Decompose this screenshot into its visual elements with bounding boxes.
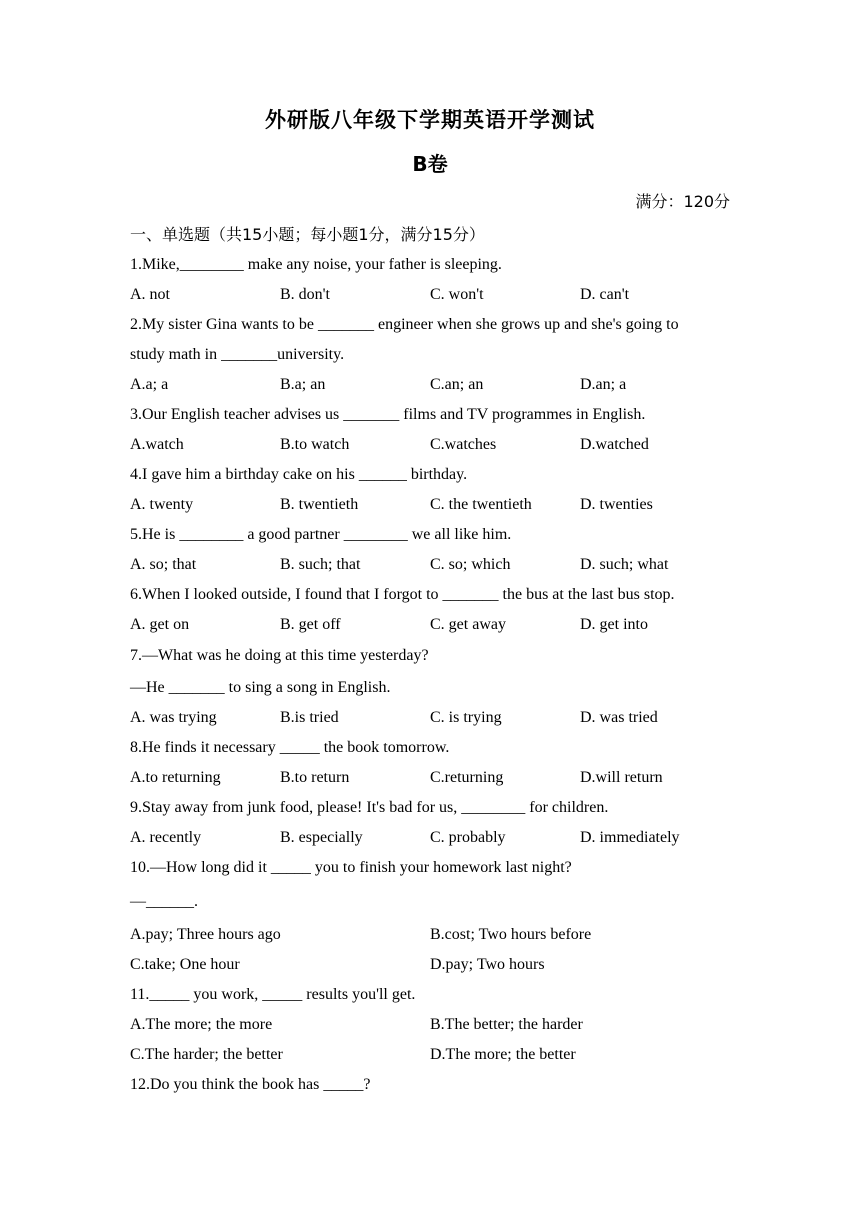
option-d: D. was tried bbox=[580, 709, 658, 726]
option-a: A. recently bbox=[130, 829, 202, 846]
question-5-stem: 5.He is ________ a good partner ________ we all like him. bbox=[130, 526, 512, 543]
option-b: B.The better; the harder bbox=[430, 1016, 583, 1033]
question-2-stem-cont: study math in _______university. bbox=[130, 346, 345, 363]
option-d: D. can't bbox=[580, 286, 630, 303]
page-title: 外研版八年级下学期英语开学测试 bbox=[265, 108, 595, 132]
option-a: A. twenty bbox=[130, 496, 194, 513]
option-c: C. get away bbox=[430, 616, 506, 633]
option-d: D. such; what bbox=[580, 556, 669, 573]
full-score: 满分：120分 bbox=[635, 192, 730, 211]
option-a: A.watch bbox=[130, 436, 184, 453]
option-b: B.is tried bbox=[280, 709, 339, 726]
option-b: B. twentieth bbox=[280, 496, 359, 513]
option-b: B. especially bbox=[280, 829, 363, 846]
question-11-options-row2 bbox=[130, 1046, 750, 1068]
option-c: C.The harder; the better bbox=[130, 1046, 283, 1063]
option-c: C. is trying bbox=[430, 709, 502, 726]
option-c: C.returning bbox=[430, 769, 504, 786]
option-c: C.watches bbox=[430, 436, 497, 453]
question-3-options bbox=[130, 436, 750, 458]
option-b: B. such; that bbox=[280, 556, 361, 573]
question-7-stem: 7.—What was he doing at this time yesterday? bbox=[130, 647, 429, 664]
option-d: D.watched bbox=[580, 436, 649, 453]
question-8-options bbox=[130, 769, 750, 791]
question-11-stem: 11._____ you work, _____ results you'll get. bbox=[130, 986, 416, 1003]
option-d: D.an; a bbox=[580, 376, 627, 393]
question-6-stem: 6.When I looked outside, I found that I forgot to _______ the bus at the last bus stop. bbox=[130, 586, 675, 603]
option-b: B.a; an bbox=[280, 376, 326, 393]
option-d: D. twenties bbox=[580, 496, 653, 513]
question-6-options bbox=[130, 616, 750, 638]
option-c: C. so; which bbox=[430, 556, 511, 573]
question-9-options bbox=[130, 829, 750, 851]
question-4-stem: 4.I gave him a birthday cake on his ______ birthday. bbox=[130, 466, 468, 483]
option-c: C. probably bbox=[430, 829, 506, 846]
question-10-stem: 10.—How long did it _____ you to finish your homework last night? bbox=[130, 859, 572, 876]
question-4-options bbox=[130, 496, 750, 518]
option-b: B.cost; Two hours before bbox=[430, 926, 592, 943]
question-10-stem-cont: —______. bbox=[130, 893, 198, 910]
question-8-stem: 8.He finds it necessary _____ the book tomorrow. bbox=[130, 739, 450, 756]
option-c: C.take; One hour bbox=[130, 956, 240, 973]
option-b: B.to return bbox=[280, 769, 350, 786]
option-c: C. won't bbox=[430, 286, 484, 303]
option-a: A.a; a bbox=[130, 376, 169, 393]
section-heading: 一、单选题（共15小题；每小题1分，满分15分） bbox=[130, 225, 485, 244]
question-3-stem: 3.Our English teacher advises us _______ films and TV programmes in English. bbox=[130, 406, 646, 423]
option-a: A. so; that bbox=[130, 556, 197, 573]
option-a: A. was trying bbox=[130, 709, 217, 726]
option-a: A.to returning bbox=[130, 769, 221, 786]
option-a: A.pay; Three hours ago bbox=[130, 926, 281, 943]
option-d: D.will return bbox=[580, 769, 663, 786]
question-10-options-row2 bbox=[130, 956, 750, 978]
option-a: A. get on bbox=[130, 616, 190, 633]
option-b: B. get off bbox=[280, 616, 341, 633]
option-c: C.an; an bbox=[430, 376, 484, 393]
option-b: B. don't bbox=[280, 286, 330, 303]
question-9-stem: 9.Stay away from junk food, please! It's bad for us, ________ for children. bbox=[130, 799, 609, 816]
option-c: C. the twentieth bbox=[430, 496, 532, 513]
question-12-stem: 12.Do you think the book has _____? bbox=[130, 1076, 371, 1093]
question-7-stem-cont: —He _______ to sing a song in English. bbox=[130, 679, 391, 696]
question-7-options bbox=[130, 709, 750, 731]
option-d: D.The more; the better bbox=[430, 1046, 576, 1063]
question-1-stem: 1.Mike,________ make any noise, your father is sleeping. bbox=[130, 256, 502, 273]
question-1-options bbox=[130, 286, 750, 308]
option-a: A. not bbox=[130, 286, 170, 303]
question-2-stem: 2.My sister Gina wants to be _______ engineer when she grows up and she's going to bbox=[130, 316, 679, 333]
option-d: D. immediately bbox=[580, 829, 680, 846]
option-d: D. get into bbox=[580, 616, 648, 633]
option-b: B.to watch bbox=[280, 436, 350, 453]
page-subtitle: B卷 bbox=[412, 152, 448, 176]
question-11-options-row1 bbox=[130, 1016, 750, 1038]
question-10-options-row1 bbox=[130, 926, 750, 948]
question-2-options bbox=[130, 376, 750, 398]
option-a: A.The more; the more bbox=[130, 1016, 273, 1033]
option-d: D.pay; Two hours bbox=[430, 956, 545, 973]
question-5-options bbox=[130, 556, 750, 578]
